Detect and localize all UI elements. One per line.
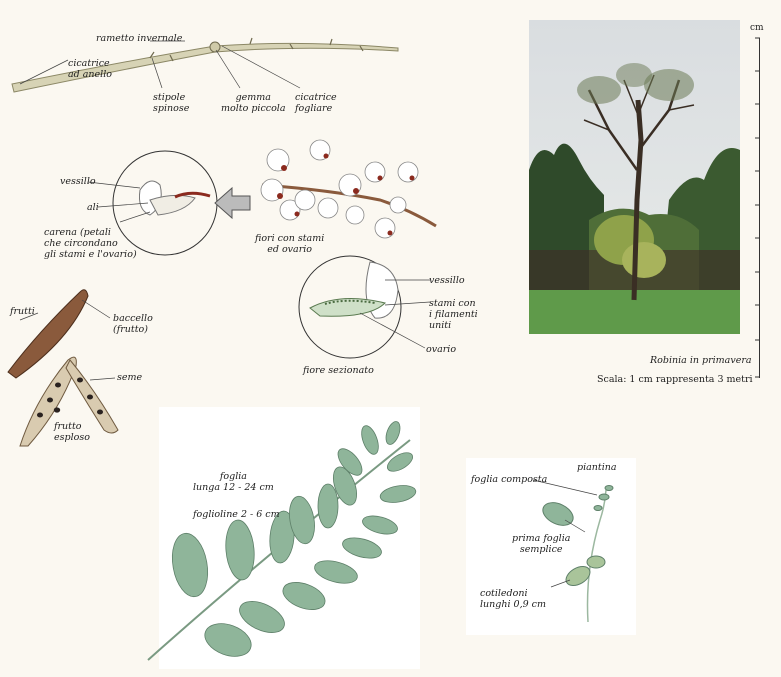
- arrow-icon: [215, 188, 250, 218]
- label-small-bud: gemma molto piccola: [221, 92, 286, 114]
- label-leaf-length: foglia lunga 12 - 24 cm: [193, 471, 274, 493]
- label-pod: baccello (frutto): [113, 313, 153, 335]
- label-cotyledons: cotiledoni lunghi 0,9 cm: [480, 588, 546, 610]
- label-raceme: fiori con stami ed ovario: [255, 233, 325, 255]
- label-section-title: fiore sezionato: [303, 365, 374, 376]
- label-first-leaf: prima foglia semplice: [512, 533, 571, 555]
- label-ovary: ovario: [426, 344, 457, 355]
- label-ring-scar: cicatrice ad anello: [68, 58, 112, 80]
- scale-unit: cm: [750, 23, 764, 33]
- label-spiny-stipules: stipole spinose: [153, 92, 190, 114]
- flower-section-circle: [299, 256, 430, 358]
- twig-title: rametto invernale: [96, 33, 183, 44]
- label-seedling: piantina: [577, 462, 617, 473]
- label-leaf-scar: cicatrice fogliare: [295, 92, 337, 114]
- label-section-standard: vessillo: [429, 275, 465, 286]
- compound-leaf: [148, 420, 417, 663]
- label-fruits: frutti: [10, 306, 35, 317]
- label-leaflets: foglioline 2 - 6 cm: [193, 509, 280, 520]
- photo-caption: Robinia in primavera: [650, 355, 752, 366]
- label-stamens: stami con i filamenti uniti: [429, 298, 478, 331]
- flower-raceme: [261, 140, 436, 238]
- label-compound-leaf: foglia composta: [471, 474, 548, 485]
- label-keel: carena (petali che circondano gli stami e l'ovario): [44, 227, 137, 260]
- label-wings: ali: [87, 202, 99, 213]
- label-standard: vessillo: [60, 176, 96, 187]
- scale-note: Scala: 1 cm rappresenta 3 metri: [597, 374, 753, 385]
- label-seed: seme: [117, 372, 143, 383]
- label-burst-fruit: frutto esploso: [54, 421, 90, 443]
